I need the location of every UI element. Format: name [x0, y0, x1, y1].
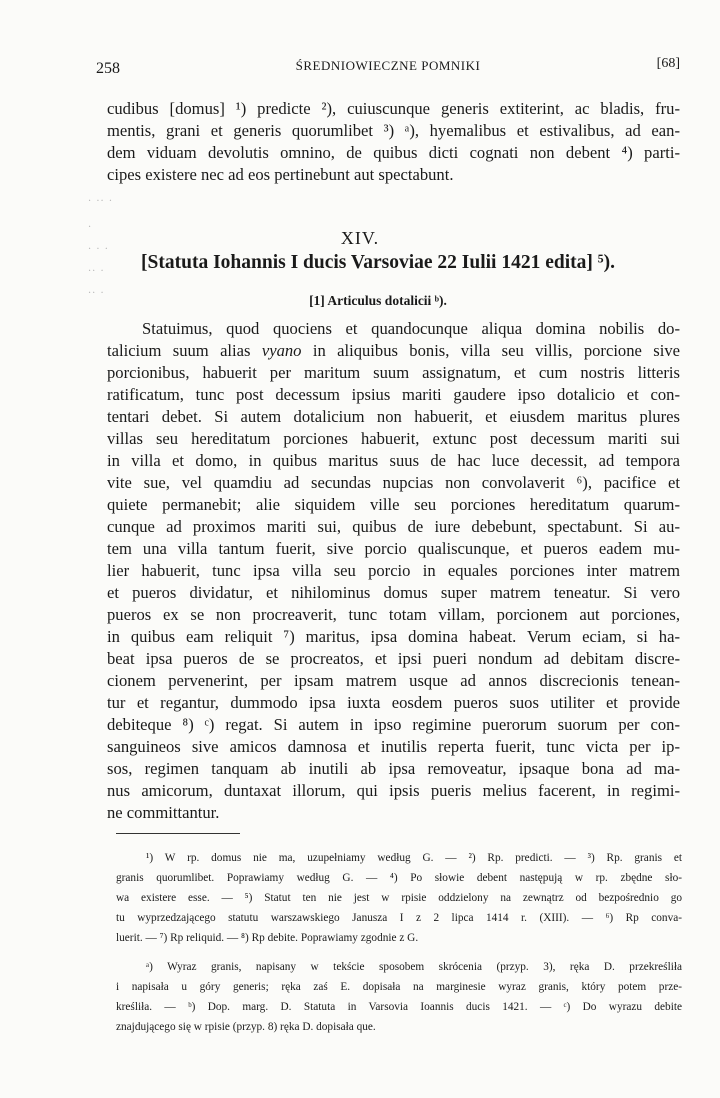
- footnote-separator: [116, 833, 240, 834]
- text-line: beat ipsa pueros de se procreatos, et ipsi pueri nondum ad debitam discre-: [107, 649, 680, 668]
- running-title: ŚREDNIOWIECZNE POMNIKI: [295, 58, 481, 73]
- text-line: villas seu hereditatum porciones habuerit, extunc post decessum mariti sui: [107, 429, 680, 448]
- text-line: nus amicorum, duntaxat illorum, qui ipsis pueris melius facerent, in regimi-: [107, 781, 680, 800]
- footnote-line: tu wyprzedzającego statutu warszawskiego Janusza I z 2 lipca 1414 r. (XIII). — ⁶) Rp conva-: [116, 912, 682, 924]
- text-line: cipes existere nec ad eos pertinebunt aut spectabunt.: [107, 165, 454, 184]
- text-line: quiete permanebit; alie siquidem ville seu porciones hereditatum quarum-: [107, 495, 680, 514]
- footnote-line: i napisała u góry generis; ręka zaś E. dopisała na marginesie wyraz granis, który potem prze-: [116, 981, 682, 993]
- continued-paragraph: [107, 98, 680, 186]
- lettered-footnotes: [116, 957, 682, 1037]
- italic-gloss: vyano: [261, 341, 302, 360]
- text-line: Statuimus, quod quociens et quandocunque aliqua domina nobilis do-: [142, 319, 680, 338]
- faint-margin-mark: · · ·: [88, 244, 109, 255]
- text-line: porcionibus, habuerit per maritum suum assignatum, et cum nostris litteris: [107, 363, 680, 382]
- page-number: 258: [96, 60, 120, 77]
- faint-margin-mark: ·· ·: [88, 266, 105, 277]
- section-title: [Statuta Iohannis I ducis Varsoviae 22 Iulii 1421 edita] ⁵).: [141, 252, 615, 273]
- text-line: cunque ad proximos mariti sui, quibus de iure debebunt, spectabunt. Si au-: [107, 517, 680, 536]
- text-line: pueros ex se non procreaverit, tunc totam villam, porcionem aut porciones,: [107, 605, 680, 624]
- text-line: in quibus eam reliquit ⁷) maritus, ipsa domina habeat. Verum eciam, si ha-: [107, 627, 680, 646]
- text-line: dem viduam devolutis omnino, de quibus dicti cognati non debent ⁴) parti-: [107, 143, 680, 162]
- text-line: sanguineos sive amicos damnosa et inutilis reperta fuerit, tunc victa per ip-: [107, 737, 680, 756]
- text-line: cudibus [domus] ¹) predicte ²), cuiuscunque generis extiterint, ac bladis, fru-: [107, 99, 680, 118]
- footnote-line: wa existere esse. — ⁵) Statut ten nie jest w rpisie oddzielony na zewnątrz od bezpośrednio go: [116, 892, 682, 904]
- article-heading: [1] Articulus dotalicii ᵇ).: [309, 293, 447, 308]
- numbered-footnotes: [116, 848, 682, 948]
- footnote-line: ¹) W rp. domus nie ma, uzupełniamy według G. — ²) Rp. predicti. — ³) Rp. granis et: [146, 852, 682, 864]
- footnote-line: ᵃ) Wyraz granis, napisany w tekście sposobem skrócenia (przyp. 3), ręka D. przekreśliła: [146, 961, 682, 973]
- text-line: lier habuerit, tunc ipsa villa seu porcio in equales porciones inter matrem: [107, 561, 680, 580]
- page-header: [96, 56, 680, 80]
- text-line: cionem pervenerint, per ipsam matrem usque ad annos discrecionis tenean-: [107, 671, 680, 690]
- footnote-line: luerit. — ⁷) Rp reliquid. — ⁸) Rp debite. Poprawiamy zgodnie z G.: [116, 932, 419, 944]
- text-line: tentari debet. Si autem dotalicium non habuerit, et eiusdem maritus plures: [107, 407, 680, 426]
- footnote-line: kreśliła. — ᵇ) Dop. marg. D. Statuta in Varsovia Ioannis ducis 1421. — ᶜ) Do wyrazu debite: [116, 1001, 682, 1013]
- footnote-line: znajdującego się w rpisie (przyp. 8) ręka D. dopisała que.: [116, 1021, 376, 1033]
- text-line: tem una villa tantum fuerit, sive porcio qualiscunque, et pueros eadem mu-: [107, 539, 680, 558]
- text-line: tur et regantur, dummodo ipsa iuxta eosdem pueros suos utiliter et provide: [107, 693, 680, 712]
- faint-margin-mark: ·· ·: [88, 288, 105, 299]
- faint-margin-mark: · ·· ·: [88, 196, 114, 207]
- section-number: XIV.: [340, 228, 380, 248]
- footnote-line: granis quorumlibet. Poprawiamy według G. — ⁴) Po słowie debent następują w rp. zbędne sło-: [116, 872, 682, 884]
- text-line: et pueros dividatur, et nihilominus domus super matrem teneatur. Si vero: [107, 583, 680, 602]
- text-line: talicium suum alias vyano in aliquibus bonis, villa seu villis, porcione sive: [107, 341, 680, 360]
- text-line: debiteque ⁸) ᶜ) regat. Si autem in ipso regimine puerorum suorum per con-: [107, 715, 680, 734]
- text-line: sos, regimen tanquam ab inutili ab ipsa removeatur, ipsaque bona ad ma-: [107, 759, 680, 778]
- text-line: ratificatum, tunc post decessum ipsius mariti gaudere ipso dotalicio et con-: [107, 385, 680, 404]
- text-line: ne committantur.: [107, 803, 220, 822]
- article-paragraph: [107, 318, 680, 824]
- text-line: vite sue, vel quamdiu ad secundas nupcias non convolaverit ⁶), pacifice et: [107, 473, 680, 492]
- text-line: mentis, grani et generis quorumlibet ³) ᵃ), hyemalibus et estivalibus, ad ean-: [107, 121, 680, 140]
- document-number: [68]: [656, 56, 680, 71]
- text-line: in villa et domo, in quibus maritus suus de hac luce decessit, ad tempora: [107, 451, 680, 470]
- faint-margin-mark: ·: [88, 222, 93, 233]
